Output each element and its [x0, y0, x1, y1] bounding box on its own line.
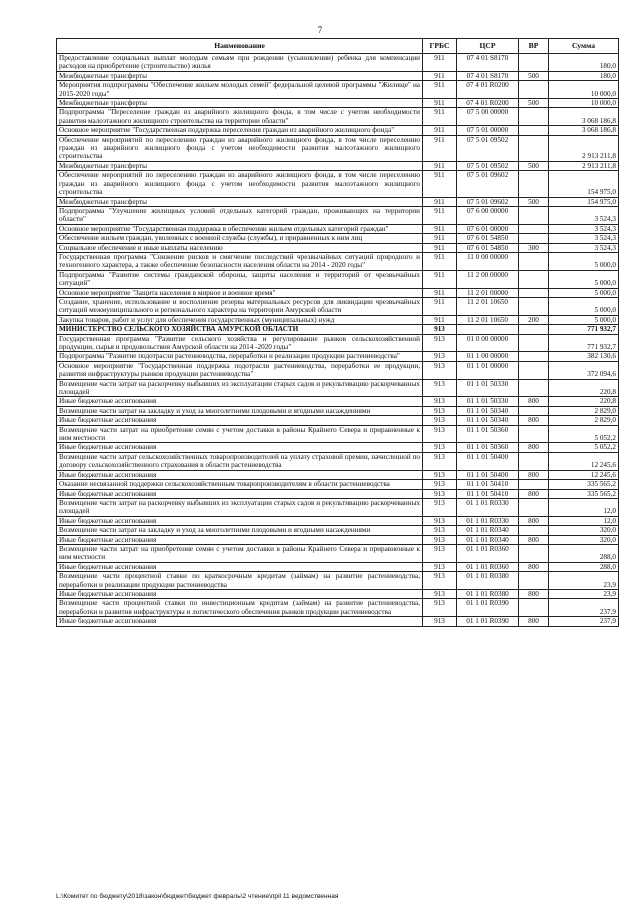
cell-grbs: 913	[423, 526, 457, 535]
cell-csr: 01 1 01 R0380	[457, 589, 519, 598]
cell-vr	[519, 234, 549, 243]
cell-name: Иные бюджетные ассигнования	[57, 443, 423, 452]
table-row	[57, 252, 619, 270]
cell-vr	[519, 81, 549, 99]
cell-grbs: 913	[423, 425, 457, 443]
cell-name: Возмещение части затрат на закладку и уход за многолетними плодовыми и ягодными насаждениями	[57, 406, 423, 415]
cell-grbs: 911	[423, 234, 457, 243]
cell-sum: 2 829,0	[549, 406, 619, 415]
cell-grbs: 911	[423, 197, 457, 206]
table-row	[57, 352, 619, 361]
cell-grbs: 913	[423, 480, 457, 489]
table-row	[57, 71, 619, 80]
cell-grbs: 913	[423, 443, 457, 452]
table-row	[57, 589, 619, 598]
cell-sum: 372 094,6	[549, 361, 619, 379]
cell-csr: 01 1 01 R0330	[457, 498, 519, 516]
cell-name: Закупка товаров, работ и услуг для обеспечения государственных (муниципальных) нужд	[57, 315, 423, 324]
table-row	[57, 108, 619, 126]
cell-vr: 800	[519, 397, 549, 406]
cell-grbs: 913	[423, 516, 457, 525]
cell-sum: 5 000,0	[549, 288, 619, 297]
cell-vr	[519, 452, 549, 470]
header-grbs: ГРБС	[423, 39, 457, 54]
cell-name: Межбюджетные трансферты	[57, 71, 423, 80]
cell-vr: 800	[519, 562, 549, 571]
cell-sum: 3 524,3	[549, 224, 619, 233]
cell-name: Иные бюджетные ассигнования	[57, 470, 423, 479]
cell-vr	[519, 480, 549, 489]
cell-csr: 11 2 01 10650	[457, 315, 519, 324]
cell-sum: 5 052,2	[549, 425, 619, 443]
table-row	[57, 425, 619, 443]
cell-grbs: 913	[423, 562, 457, 571]
cell-sum: 320,0	[549, 535, 619, 544]
table-row	[57, 562, 619, 571]
cell-sum: 220,8	[549, 397, 619, 406]
cell-csr: 07 5 01 09602	[457, 197, 519, 206]
cell-vr	[519, 206, 549, 224]
cell-csr: 07 5 01 09602	[457, 171, 519, 197]
cell-vr: 800	[519, 470, 549, 479]
cell-name: Предоставление социальных выплат молодым семьям при рождении (усыновлении) ребенка для компенсации расходов на приобретение (строительство) жилья	[57, 54, 423, 72]
cell-grbs: 911	[423, 270, 457, 288]
cell-vr	[519, 406, 549, 415]
cell-name: Возмещение части процентной ставки по краткосрочным кредитам (займам) на развитие растениеводства, переработки и реализации продукции растениеводства	[57, 572, 423, 590]
cell-csr: 07 5 01 09502	[457, 135, 519, 161]
table-row	[57, 572, 619, 590]
table-row	[57, 99, 619, 108]
table-header-row	[57, 39, 619, 54]
cell-sum: 288,0	[549, 544, 619, 562]
cell-name: Оказание несвязанной поддержки сельскохозяйственным товаропроизводителям в области растениеводства	[57, 480, 423, 489]
cell-sum: 10 000,0	[549, 81, 619, 99]
table-row	[57, 206, 619, 224]
cell-grbs: 911	[423, 71, 457, 80]
cell-grbs: 911	[423, 161, 457, 170]
cell-vr	[519, 288, 549, 297]
cell-csr: 07 5 00 00000	[457, 108, 519, 126]
table-row	[57, 361, 619, 379]
cell-vr	[519, 126, 549, 135]
table-row	[57, 135, 619, 161]
cell-name: Возмещение части затрат на приобретение семян с учетом доставки в районы Крайнего Севера и приравненные к ним местности	[57, 544, 423, 562]
cell-name: Обеспечение мероприятий по переселению граждан из аварийного жилищного фонда, в том числе переселению граждан из аварийного жилищного фонда с учетом необходимости развития малоэтажного жилищного строительства	[57, 135, 423, 161]
cell-sum: 3 524,3	[549, 243, 619, 252]
cell-sum: 382 130,6	[549, 352, 619, 361]
cell-vr	[519, 270, 549, 288]
budget-table	[56, 38, 619, 627]
cell-csr: 01 1 01 R0390	[457, 599, 519, 617]
cell-sum: 220,8	[549, 379, 619, 397]
cell-name: Возмещение части процентной ставки по инвестиционным кредитам (займам) на развитие растениеводства, переработки и развития инфраструктуры и логистического обеспечения рынков продукции растениеводства	[57, 599, 423, 617]
table-row	[57, 406, 619, 415]
cell-grbs: 913	[423, 589, 457, 598]
table-row	[57, 617, 619, 626]
cell-grbs: 913	[423, 535, 457, 544]
cell-vr: 500	[519, 161, 549, 170]
cell-name: Основное мероприятие "Государственная поддержка подотрасли растениеводства, переработки ее продукции, развития инфраструктуры рынков продукции растениеводства"	[57, 361, 423, 379]
cell-name: Иные бюджетные ассигнования	[57, 535, 423, 544]
cell-name: Обеспечение жильем граждан, уволенных с военной службы (службы), и приравненных к ним лиц	[57, 234, 423, 243]
cell-sum: 288,0	[549, 562, 619, 571]
cell-sum: 12 245,6	[549, 452, 619, 470]
cell-csr: 07 5 01 09502	[457, 161, 519, 170]
cell-name: Социальное обеспечение и иные выплаты населению	[57, 243, 423, 252]
cell-grbs: 911	[423, 126, 457, 135]
cell-csr: 01 1 01 R0360	[457, 544, 519, 562]
table-row	[57, 498, 619, 516]
cell-vr: 500	[519, 197, 549, 206]
cell-sum: 23,9	[549, 589, 619, 598]
cell-vr: 800	[519, 617, 549, 626]
cell-name: Мероприятия подпрограммы "Обеспечение жильем молодых семей" федеральной целевой программы "Жилище" на 2015-2020 годы"	[57, 81, 423, 99]
table-row	[57, 126, 619, 135]
cell-csr: 01 1 01 50360	[457, 443, 519, 452]
cell-grbs: 913	[423, 544, 457, 562]
cell-grbs: 911	[423, 297, 457, 315]
cell-name: Подпрограмма "Улучшение жилищных условий отдельных категорий граждан, проживающих на территории области"	[57, 206, 423, 224]
table-row	[57, 234, 619, 243]
cell-grbs: 913	[423, 489, 457, 498]
cell-name: Возмещение части затрат сельскохозяйственных товаропроизводителей на уплату страховой премии, начисленной по договору сельскохозяйственного страхования в области растениеводства	[57, 452, 423, 470]
cell-csr: 01 1 01 50400	[457, 470, 519, 479]
cell-csr: 01 1 01 R0340	[457, 526, 519, 535]
table-row	[57, 516, 619, 525]
cell-csr: 07 6 01 54850	[457, 243, 519, 252]
cell-grbs: 911	[423, 315, 457, 324]
cell-grbs: 913	[423, 452, 457, 470]
cell-csr: 01 1 01 00000	[457, 361, 519, 379]
cell-name: Возмещение части затрат на закладку и уход за многолетними плодовыми и ягодными насаждениями	[57, 526, 423, 535]
table-row	[57, 397, 619, 406]
table-row	[57, 526, 619, 535]
cell-grbs: 911	[423, 252, 457, 270]
cell-csr: 11 2 01 10650	[457, 297, 519, 315]
cell-name: Иные бюджетные ассигнования	[57, 562, 423, 571]
cell-grbs: 911	[423, 171, 457, 197]
cell-sum: 23,9	[549, 572, 619, 590]
cell-csr: 01 1 01 R0360	[457, 562, 519, 571]
cell-csr: 01 0 00 00000	[457, 334, 519, 352]
cell-name: Межбюджетные трансферты	[57, 161, 423, 170]
table-row	[57, 224, 619, 233]
cell-grbs: 911	[423, 108, 457, 126]
table-row	[57, 599, 619, 617]
cell-vr: 300	[519, 243, 549, 252]
cell-vr	[519, 599, 549, 617]
cell-sum: 320,0	[549, 526, 619, 535]
cell-sum: 237,9	[549, 617, 619, 626]
header-vr: ВР	[519, 39, 549, 54]
table-row	[57, 161, 619, 170]
cell-vr: 800	[519, 516, 549, 525]
cell-csr: 01 1 01 50330	[457, 379, 519, 397]
cell-name: Государственная программа "Развитие сельского хозяйства и регулирование рынков сельскохозяйственной продукции, сырья и продовольствия Амурской области на 2014 -2020 годы"	[57, 334, 423, 352]
cell-grbs: 911	[423, 288, 457, 297]
cell-vr: 800	[519, 489, 549, 498]
cell-grbs: 911	[423, 135, 457, 161]
cell-name: Создание, хранение, использование и восполнение резерва материальных ресурсов для ликвидации чрезвычайных ситуаций межмуниципального и регионального характера на территории Амурской области	[57, 297, 423, 315]
cell-grbs: 913	[423, 334, 457, 352]
table-row	[57, 480, 619, 489]
page-number: 7	[317, 25, 323, 35]
table-row	[57, 315, 619, 324]
cell-name: Возмещение части затрат на раскорчевку выбывших из эксплуатации старых садов и рекультивацию раскорчеванных площадей	[57, 379, 423, 397]
cell-vr	[519, 334, 549, 352]
table-row	[57, 416, 619, 425]
cell-csr: 01 1 01 R0330	[457, 516, 519, 525]
cell-csr: 07 4 01 R0200	[457, 81, 519, 99]
cell-csr: 01 1 00 00000	[457, 352, 519, 361]
cell-sum: 180,0	[549, 71, 619, 80]
cell-name: Иные бюджетные ассигнования	[57, 516, 423, 525]
cell-csr: 07 6 01 00000	[457, 224, 519, 233]
cell-name: Подпрограмма "Переселение граждан из аварийного жилищного фонда, в том числе с учетом необходимости развития малоэтажного жилищного строительства на территории области"	[57, 108, 423, 126]
cell-name: Иные бюджетные ассигнования	[57, 489, 423, 498]
cell-name: Подпрограмма "Развитие системы гражданской обороны, защиты населения и территорий от чрезвычайных ситуаций"	[57, 270, 423, 288]
cell-csr: 01 1 01 50360	[457, 425, 519, 443]
cell-sum: 335 565,2	[549, 489, 619, 498]
cell-csr: 07 5 01 00000	[457, 126, 519, 135]
cell-vr	[519, 325, 549, 334]
cell-csr: 11 2 01 00000	[457, 288, 519, 297]
table-row	[57, 288, 619, 297]
cell-vr	[519, 425, 549, 443]
table-row	[57, 334, 619, 352]
cell-name: Подпрограмма "Развитие подотрасли растениеводства, переработки и реализации продукции растениеводства"	[57, 352, 423, 361]
table-row	[57, 197, 619, 206]
cell-name: Иные бюджетные ассигнования	[57, 617, 423, 626]
cell-grbs: 913	[423, 617, 457, 626]
cell-name: Иные бюджетные ассигнования	[57, 589, 423, 598]
cell-vr	[519, 108, 549, 126]
cell-grbs: 913	[423, 406, 457, 415]
cell-sum: 5 000,0	[549, 252, 619, 270]
cell-name: Межбюджетные трансферты	[57, 99, 423, 108]
cell-name: Обеспечение мероприятий по переселению граждан из аварийного жилищного фонда, в том числе переселению граждан из аварийного жилищного фонда с учетом необходимости развития малоэтажного жилищного строительства	[57, 171, 423, 197]
cell-sum: 180,0	[549, 54, 619, 72]
cell-name: Возмещение части затрат на раскорчевку выбывших из эксплуатации старых садов и рекультивацию раскорчеванных площадей	[57, 498, 423, 516]
cell-csr: 07 4 01 S8170	[457, 71, 519, 80]
cell-vr	[519, 224, 549, 233]
cell-sum: 771 932,7	[549, 325, 619, 334]
cell-grbs: 911	[423, 99, 457, 108]
table-row	[57, 81, 619, 99]
cell-csr: 01 1 01 50330	[457, 397, 519, 406]
cell-csr: 01 1 01 R0390	[457, 617, 519, 626]
cell-grbs: 911	[423, 243, 457, 252]
cell-sum: 2 829,0	[549, 416, 619, 425]
cell-name: Иные бюджетные ассигнования	[57, 416, 423, 425]
cell-sum: 3 524,3	[549, 234, 619, 243]
cell-name: Основное мероприятие "Защита населения в мирное и военное время"	[57, 288, 423, 297]
cell-grbs: 913	[423, 325, 457, 334]
cell-csr	[457, 325, 519, 334]
cell-grbs: 913	[423, 470, 457, 479]
cell-sum: 10 000,0	[549, 99, 619, 108]
cell-vr	[519, 171, 549, 197]
header-csr: ЦСР	[457, 39, 519, 54]
cell-vr: 200	[519, 315, 549, 324]
cell-vr	[519, 252, 549, 270]
cell-vr: 800	[519, 535, 549, 544]
cell-csr: 01 1 01 R0380	[457, 572, 519, 590]
cell-name: МИНИСТЕРСТВО СЕЛЬСКОГО ХОЗЯЙСТВА АМУРСКОЙ ОБЛАСТИ	[57, 325, 423, 334]
cell-grbs: 913	[423, 498, 457, 516]
cell-csr: 01 1 01 R0340	[457, 535, 519, 544]
cell-vr	[519, 297, 549, 315]
cell-vr	[519, 526, 549, 535]
cell-csr: 07 4 01 R0200	[457, 99, 519, 108]
cell-vr: 800	[519, 443, 549, 452]
cell-grbs: 911	[423, 54, 457, 72]
cell-vr	[519, 135, 549, 161]
cell-vr: 500	[519, 99, 549, 108]
cell-name: Иные бюджетные ассигнования	[57, 397, 423, 406]
cell-vr	[519, 379, 549, 397]
cell-vr: 500	[519, 71, 549, 80]
cell-name: Возмещение части затрат на приобретение семян с учетом доставки в районы Крайнего Севера и приравненные к ним местности	[57, 425, 423, 443]
file-path-footer: L:\Комитет по бюджету\2018\закон\бюджет\бюджет февраль\2 чтение\прil 11 ведомственная	[56, 893, 339, 900]
cell-grbs: 911	[423, 81, 457, 99]
header-sum: Сумма	[549, 39, 619, 54]
cell-sum: 12,0	[549, 516, 619, 525]
cell-grbs: 913	[423, 416, 457, 425]
cell-sum: 335 565,2	[549, 480, 619, 489]
cell-csr: 01 1 01 50400	[457, 452, 519, 470]
cell-sum: 154 975,0	[549, 197, 619, 206]
table-row	[57, 470, 619, 479]
cell-csr: 01 1 01 50340	[457, 406, 519, 415]
cell-grbs: 913	[423, 379, 457, 397]
table-row	[57, 489, 619, 498]
cell-name: Межбюджетные трансферты	[57, 197, 423, 206]
cell-csr: 07 6 00 00000	[457, 206, 519, 224]
cell-vr: 800	[519, 416, 549, 425]
cell-csr: 11 0 00 00000	[457, 252, 519, 270]
cell-csr: 07 4 01 S8170	[457, 54, 519, 72]
cell-grbs: 913	[423, 572, 457, 590]
cell-grbs: 913	[423, 352, 457, 361]
cell-vr	[519, 54, 549, 72]
table-row	[57, 443, 619, 452]
cell-grbs: 913	[423, 361, 457, 379]
table-row	[57, 54, 619, 72]
cell-csr: 01 1 01 50410	[457, 480, 519, 489]
cell-csr: 01 1 01 50340	[457, 416, 519, 425]
cell-csr: 01 1 01 50410	[457, 489, 519, 498]
cell-sum: 12,0	[549, 498, 619, 516]
cell-sum: 771 932,7	[549, 334, 619, 352]
cell-sum: 237,9	[549, 599, 619, 617]
cell-vr: 800	[519, 589, 549, 598]
cell-name: Основное мероприятие "Государственная поддержка в обеспечении жильем отдельных категорий граждан"	[57, 224, 423, 233]
cell-sum: 3 068 186,8	[549, 126, 619, 135]
cell-grbs: 913	[423, 599, 457, 617]
table-row	[57, 535, 619, 544]
table-body	[57, 54, 619, 627]
cell-sum: 3 524,3	[549, 206, 619, 224]
cell-sum: 154 975,0	[549, 171, 619, 197]
cell-sum: 12 245,6	[549, 470, 619, 479]
table-row	[57, 544, 619, 562]
cell-name: Государственная программа "Снижение рисков и смягчение последствий чрезвычайных ситуаций природного и техногенного характера, а также обеспечение безопасности населения области на 2014 - 2020 годы"	[57, 252, 423, 270]
cell-grbs: 913	[423, 397, 457, 406]
table-row	[57, 379, 619, 397]
cell-vr	[519, 544, 549, 562]
table-row	[57, 270, 619, 288]
header-name: Наименование	[57, 39, 423, 54]
cell-csr: 07 6 01 54850	[457, 234, 519, 243]
cell-sum: 5 000,0	[549, 270, 619, 288]
table-row	[57, 297, 619, 315]
cell-vr	[519, 498, 549, 516]
cell-sum: 3 068 186,8	[549, 108, 619, 126]
cell-csr: 11 2 00 00000	[457, 270, 519, 288]
table-row	[57, 452, 619, 470]
cell-grbs: 911	[423, 206, 457, 224]
cell-sum: 2 913 211,8	[549, 135, 619, 161]
cell-vr	[519, 361, 549, 379]
table-row	[57, 171, 619, 197]
cell-vr	[519, 352, 549, 361]
cell-grbs: 911	[423, 224, 457, 233]
cell-sum: 5 000,0	[549, 315, 619, 324]
cell-sum: 2 913 211,8	[549, 161, 619, 170]
cell-name: Основное мероприятие "Государственная поддержка переселения граждан из аварийного жилищного фонда"	[57, 126, 423, 135]
cell-vr	[519, 572, 549, 590]
table-row	[57, 325, 619, 334]
table-row	[57, 243, 619, 252]
cell-sum: 5 000,0	[549, 297, 619, 315]
cell-sum: 5 052,2	[549, 443, 619, 452]
